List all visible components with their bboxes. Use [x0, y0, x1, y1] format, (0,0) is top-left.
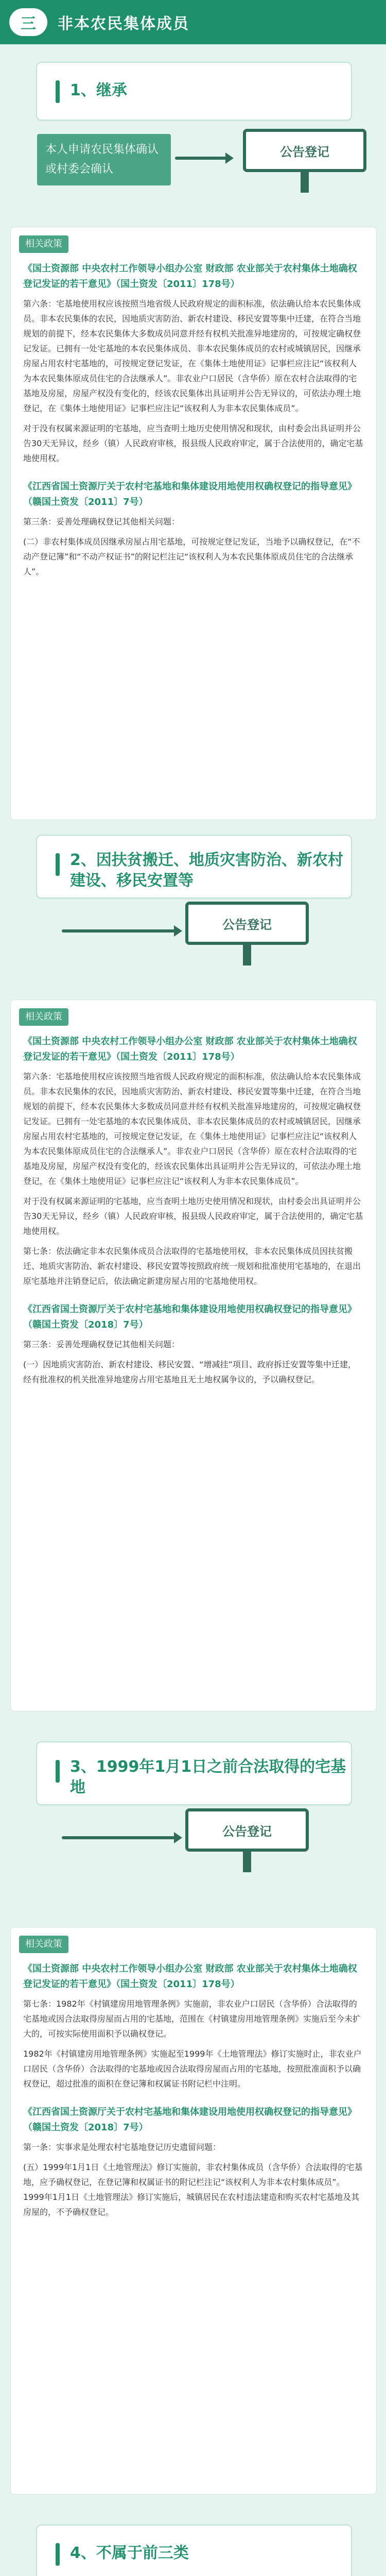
policy-box-3 [10, 1927, 377, 2495]
register-pole-2 [243, 945, 251, 965]
step-4-banner [36, 2524, 352, 2576]
policy-3-paragraph-2: 1982年《村镇建房用地管理条例》实施起至1999年《土地管理法》修订实施时止，非农业户口居民（含华侨）合法取得的宅基地或因合法取得房屋而占用的宅基地，按照批准面积予以确权登记，超过批准的面积在登记簿和权属证书附记栏中注明。 [23, 2049, 362, 2089]
policy-1-doc-1-title: 《国土资源部 中央农村工作领导小组办公室 财政部 农业部关于农村集体土地确权登记发证的若干意见》（国土资发〔2011〕178号） [23, 263, 357, 290]
policy-3-paragraph-3: 第一条：实事求是处理农村宅基地登记历史遗留问题： [23, 2142, 221, 2152]
policy-content-2 [23, 1034, 364, 1392]
step-2-banner [36, 835, 352, 899]
policy-2-doc-1-title: 《国土资源部 中央农村工作领导小组办公室 财政部 农业部关于农村集体土地确权登记发证的若干意见》（国土资发〔2011〕178号） [23, 1036, 357, 1062]
policy-1-paragraph-4: (二）非农村集体成员因继承房屋占用宅基地，可按规定登记发证，当地予以确权登记，在“不动产登记簿”和“不动产权证书”的附记栏注记“该权利人为本农民集体原成员住宅的合法继承人”。 [23, 537, 360, 577]
policy-tag-2: 相关政策 [19, 1008, 68, 1026]
register-board-3 [185, 1808, 309, 1872]
step-marker [56, 853, 60, 876]
policy-2-doc-2-title: 《江西省国土资源厅关于农村宅基地和集体建设用地使用权确权登记的指导意见》（赣国土资发〔2018〕7号） [23, 1304, 357, 1330]
policy-2-paragraph-1: 第六条：宅基地使用权应该按照当地省级人民政府规定的面积标准，依法确认给本农民集体成员。非本农民集体的农民，因地质灾害防治、新农村建设、移民安置等集中迁建，在符合当地规划的前提下，经本农民集体大多数成员同意并经有权机关批准异地建房的，可按规定确权登记发证。已拥有一处宅基地的本农民集体成员、非本农民集体成员的农村或城镇居民，因继承房屋占用农村宅基地的，可按规定登记发证，在《集体土地使用证》记事栏应注记“该权利人为本农民集体原成员住宅的合法继承人”。非农业户口居民（含华侨）原在农村合法取得的宅基地及房屋，房屋产权没有变化的，经该农民集体出具证明并公告无异议的，可依法办理土地登记，在《集体土地使用证》记事栏应注记“该权利人为非本农民集体成员”。 [23, 1072, 361, 1186]
policy-1-paragraph-1: 第六条：宅基地使用权应该按照当地省级人民政府规定的面积标准，依法确认给本农民集体成员。非本农民集体的农民，因地质灾害防治、新农村建设、移民安置等集中迁建，在符合当地规划的前提下，经本农民集体大多数成员同意并经有权机关批准异地建房的，可按规定确权登记发证。已拥有一处宅基地的本农民集体成员、非本农民集体成员的农村或城镇居民，因继承房屋占用农村宅基地的，可按规定登记发证，在《集体土地使用证》记事栏应注记“该权利人为本农民集体原成员住宅的合法继承人”。非农业户口居民（含华侨）原在农村合法取得的宅基地及房屋，房屋产权没有变化的，经该农民集体出具证明并公告无异议的，可依法办理土地登记，在《集体土地使用证》记事栏应注记“该权利人为非本农民集体成员”。 [23, 299, 361, 413]
policy-tag-3: 相关政策 [19, 1936, 68, 1953]
step-2-label: 2、因扶贫搬迁、地质灾害防治、新农村建设、移民安置等 [70, 851, 343, 890]
policy-3-doc-2-title: 《江西省国土资源厅关于农村宅基地和集体建设用地使用权确权登记的指导意见》（赣国土资发〔2018〕7号） [23, 2107, 357, 2133]
policy-1-paragraph-3: 第三条：妥善处理确权登记其他相关问题： [23, 517, 180, 527]
step-3-banner [36, 1741, 352, 1805]
policy-3-paragraph-4: (五）1999年1月1日《土地管理法》修订实施前，非农村集体成员（含华侨）合法取得的宅基地，应予确权登记，在登记簿和权属证书的附记栏注记“该权利人为非本农村集体成员”。1999年1月1日《土地管理法》修订实施后，城镇居民在农村违法建造和购买农村宅基地及其房屋的，不予确权登记。 [23, 2162, 363, 2217]
policy-2-paragraph-4: 第三条：妥善处理确权登记其他相关问题： [23, 1340, 180, 1349]
policy-2-paragraph-3: 第七条：依法确定非本农民集体成员合法取得的宅基地使用权，非本农民集体成员因扶贫搬迁、地质灾害防治、新农村建设、移民安置等按照政府统一规划和批准使用宅基地的，在退出原宅基地并注销登记后，依法确定新建房屋占用的宅基地使用权。 [23, 1246, 361, 1286]
register-board-1 [243, 129, 366, 193]
policy-3-paragraph-1: 第七条：1982年《村镇建房用地管理条例》实施前，非农业户口居民（含华侨）合法取得的宅基地或因合法取得房屋而占用的宅基地，范围在《村镇建房用地管理条例》实施后至今未扩大的，可按实际使用面积予以确权登记。 [23, 1999, 361, 2039]
policy-1-paragraph-2: 对于没有权属来源证明的宅基地，应当查明土地历史使用情况和现状，由村委会出具证明并公告30天无异议，经乡（镇）人民政府审核，报县级人民政府审定，属于合法使用的，确定宅基地使用权。 [23, 423, 363, 463]
policy-tag-1: 相关政策 [19, 235, 68, 253]
request-box: 本人申请农民集体确认或村委会确认 [37, 134, 171, 185]
section-header [0, 0, 386, 44]
register-pole-3 [243, 1852, 251, 1872]
flow-arrow-2 [62, 929, 175, 933]
policy-2-paragraph-2: 对于没有权属来源证明的宅基地，应当查明土地历史使用情况和现状，由村委会出具证明并公告30天无异议，经乡（镇）人民政府审核，报县级人民政府审定，属于合法使用的，确定宅基地使用权。 [23, 1196, 363, 1236]
step-1-banner [36, 62, 352, 121]
policy-3-doc-1-title: 《国土资源部 中央农村工作领导小组办公室 财政部 农业部关于农村集体土地确权登记发证的若干意见》（国土资发〔2011〕178号） [23, 1963, 357, 1990]
section-title: 非本农民集体成员 [58, 15, 189, 33]
step-marker [56, 1760, 60, 1783]
step-1-label: 1、继承 [70, 81, 127, 99]
step-3-label: 3、1999年1月1日之前合法取得的宅基地 [70, 1758, 346, 1797]
register-plate-2: 公告登记 [185, 902, 309, 945]
policy-content-1 [23, 261, 364, 584]
policy-box-1 [10, 227, 377, 820]
register-pole-1 [301, 172, 309, 193]
flow-arrow-3 [62, 1836, 175, 1839]
flow-arrow-1 [175, 157, 226, 160]
step-marker [56, 2543, 60, 2566]
section-index-badge: 三 [9, 8, 47, 36]
register-plate-3: 公告登记 [185, 1808, 309, 1852]
step-marker [56, 80, 60, 103]
step-4-label: 4、不属于前三类 [70, 2544, 189, 2562]
policy-box-2 [10, 999, 377, 1711]
policy-1-doc-2-title: 《江西省国土资源厅关于农村宅基地和集体建设用地使用权确权登记的指导意见》（赣国土资发〔2011〕7号） [23, 481, 357, 507]
register-board-2 [185, 902, 309, 965]
policy-content-3 [23, 1961, 364, 2225]
register-plate-1: 公告登记 [243, 129, 366, 172]
policy-2-paragraph-5: (一）因地质灾害防治、新农村建设、移民安置、“增减挂”项目、政府拆迁安置等集中迁建，经有批准权的机关批准异地建房占用宅基地且无土地权属争议的，予以确权登记。 [23, 1360, 356, 1384]
